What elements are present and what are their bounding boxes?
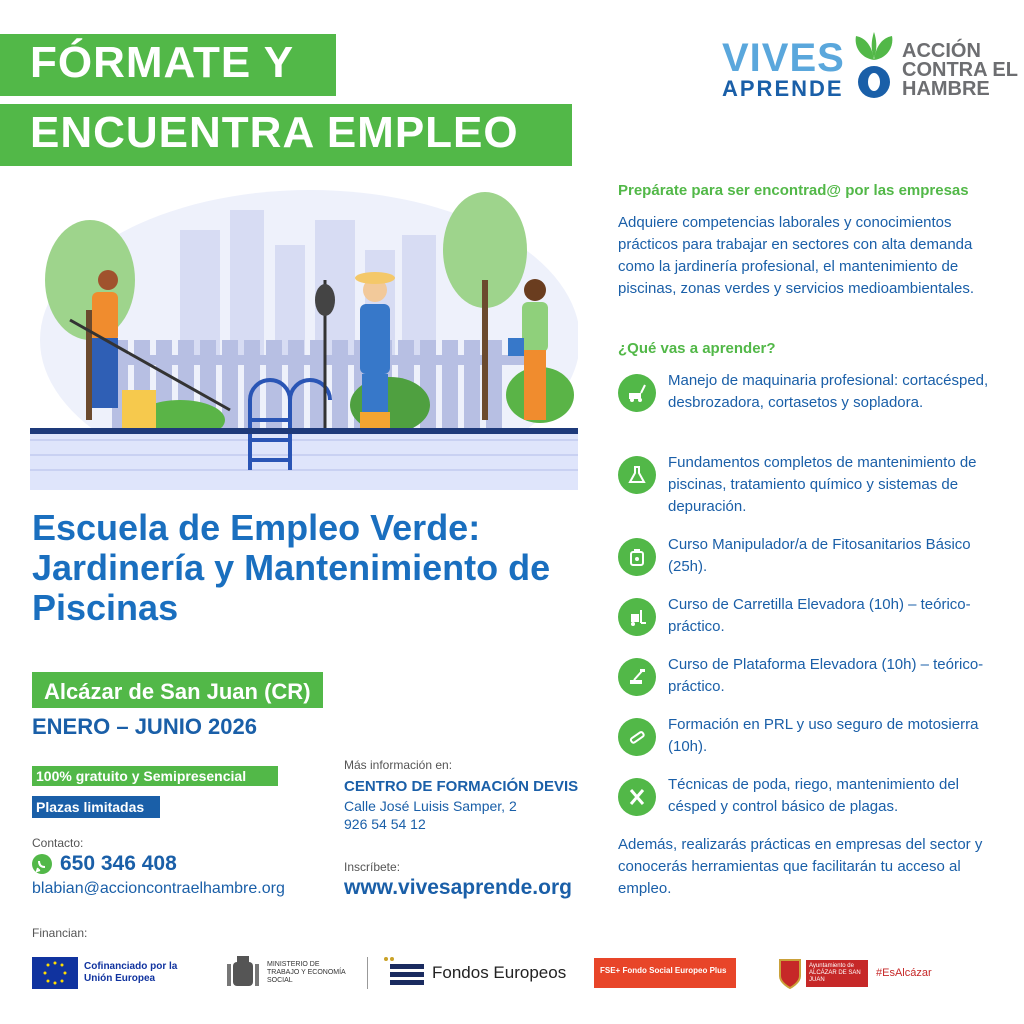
signup-label: Inscríbete: — [344, 860, 401, 874]
contact-label: Contacto: — [32, 836, 84, 850]
es-alcazar-hashtag: #EsAlcázar — [876, 967, 932, 979]
right-heading: Prepárate para ser encontrad@ por las empresas — [618, 182, 969, 199]
lift-platform-icon — [618, 658, 656, 696]
ayuntamiento-logo — [778, 956, 868, 990]
learn-item-text: Formación en PRL y uso seguro de motosierra (10h). — [668, 716, 979, 755]
learn-item — [618, 654, 998, 698]
ministry-logo — [225, 954, 353, 992]
course-dates: ENERO – JUNIO 2026 — [32, 714, 257, 739]
learn-item-text: Fundamentos completos de mantenimiento de piscinas, tratamiento químico y sistemas de depuración. — [668, 454, 977, 515]
limited-places-badge: Plazas limitadas — [32, 796, 160, 818]
ayuntamiento-shield-icon — [778, 956, 802, 990]
accion-logo-line-3: HAMBRE — [902, 78, 990, 100]
ministry-text: MINISTERIO DE TRABAJO Y ECONOMÍA SOCIAL — [267, 961, 346, 984]
lawnmower-icon — [618, 374, 656, 412]
learn-heading: ¿Qué vas a aprender? — [618, 340, 776, 357]
fondos-europeos-icon — [382, 956, 426, 990]
learn-item-text: Técnicas de poda, riego, mantenimiento del césped y control básico de plagas. — [668, 776, 960, 815]
chemical-container-icon — [618, 538, 656, 576]
learn-item — [618, 370, 998, 414]
flask-icon — [618, 456, 656, 494]
learn-item-text: Curso de Carretilla Elevadora (10h) – teórico-práctico. — [668, 596, 971, 635]
eu-logo-text: Cofinanciado por la Unión Europea — [84, 961, 178, 984]
learn-item-text: Curso de Plataforma Elevadora (10h) – teórico-práctico. — [668, 656, 984, 695]
forklift-icon — [618, 598, 656, 636]
right-outro: Además, realizarás prácticas en empresas del sector y conocerás herramientas que facilitarán tu acceso al empleo. — [618, 836, 983, 897]
fondos-europeos-logo — [382, 956, 582, 990]
training-center-name: CENTRO DE FORMACIÓN DEVIS — [344, 778, 579, 795]
title-line-2: ENCUENTRA EMPLEO — [0, 104, 572, 166]
contact-email[interactable]: blabian@accioncontraelhambre.org — [32, 880, 285, 897]
gardening-illustration — [30, 190, 578, 490]
vives-logo-bottom: APRENDE — [722, 76, 844, 101]
eu-logo — [32, 957, 217, 989]
financing-label: Financian: — [32, 926, 88, 940]
learn-item — [618, 594, 998, 638]
contact-phone-number: 650 346 408 — [60, 852, 177, 875]
accion-logo-line-2: CONTRA EL — [902, 59, 1018, 81]
fondos-europeos-text: Fondos Europeos — [432, 963, 567, 982]
learn-item-text: Manejo de maquinaria profesional: cortacésped, desbrozadora, cortasetos y sopladora. — [668, 372, 989, 411]
learn-item — [618, 774, 998, 818]
learn-item — [618, 714, 998, 758]
accion-logo-line-1: ACCIÓN — [902, 40, 981, 62]
fse-plus-logo: FSE+ Fondo Social Europeo Plus — [594, 958, 736, 988]
contact-phone[interactable] — [32, 852, 177, 876]
more-info-label: Más información en: — [344, 758, 453, 772]
location-badge: Alcázar de San Juan (CR) — [32, 672, 323, 708]
ayuntamiento-text: Ayuntamiento de ALCÁZAR DE SAN JUAN — [806, 960, 868, 987]
vives-aprende-logo — [722, 38, 845, 100]
right-intro: Adquiere competencias laborales y conocimientos prácticos para trabajar en sectores con alta demanda como la jardinería profesional, el mantenimiento de piscinas, zonas verdes y servicios medioambientales. — [618, 214, 974, 297]
training-center-phone[interactable]: 926 54 54 12 — [344, 816, 426, 832]
vives-logo-top: VIVES — [722, 36, 845, 80]
title-line-1: FÓRMATE Y — [0, 34, 336, 96]
funders-row — [32, 948, 992, 998]
free-badge: 100% gratuito y Semipresencial — [32, 766, 278, 786]
eu-flag-icon — [32, 957, 78, 989]
training-center-address: Calle José Luisis Samper, 2 — [344, 798, 517, 814]
coat-of-arms-icon — [225, 954, 261, 992]
whatsapp-icon — [32, 854, 52, 874]
accion-contra-el-hambre-icon — [850, 30, 898, 102]
learn-item-text: Curso Manipulador/a de Fitosanitarios Básico (25h). — [668, 536, 971, 575]
divider — [367, 957, 368, 989]
signup-website[interactable]: www.vivesaprende.org — [344, 876, 572, 899]
learn-item — [618, 534, 998, 578]
tools-icon — [618, 778, 656, 816]
learn-item — [618, 452, 998, 518]
chainsaw-icon — [618, 718, 656, 756]
course-title: Escuela de Empleo Verde: Jardinería y Mantenimiento de Piscinas — [32, 507, 551, 628]
accion-contra-el-hambre-logo — [902, 42, 1018, 99]
